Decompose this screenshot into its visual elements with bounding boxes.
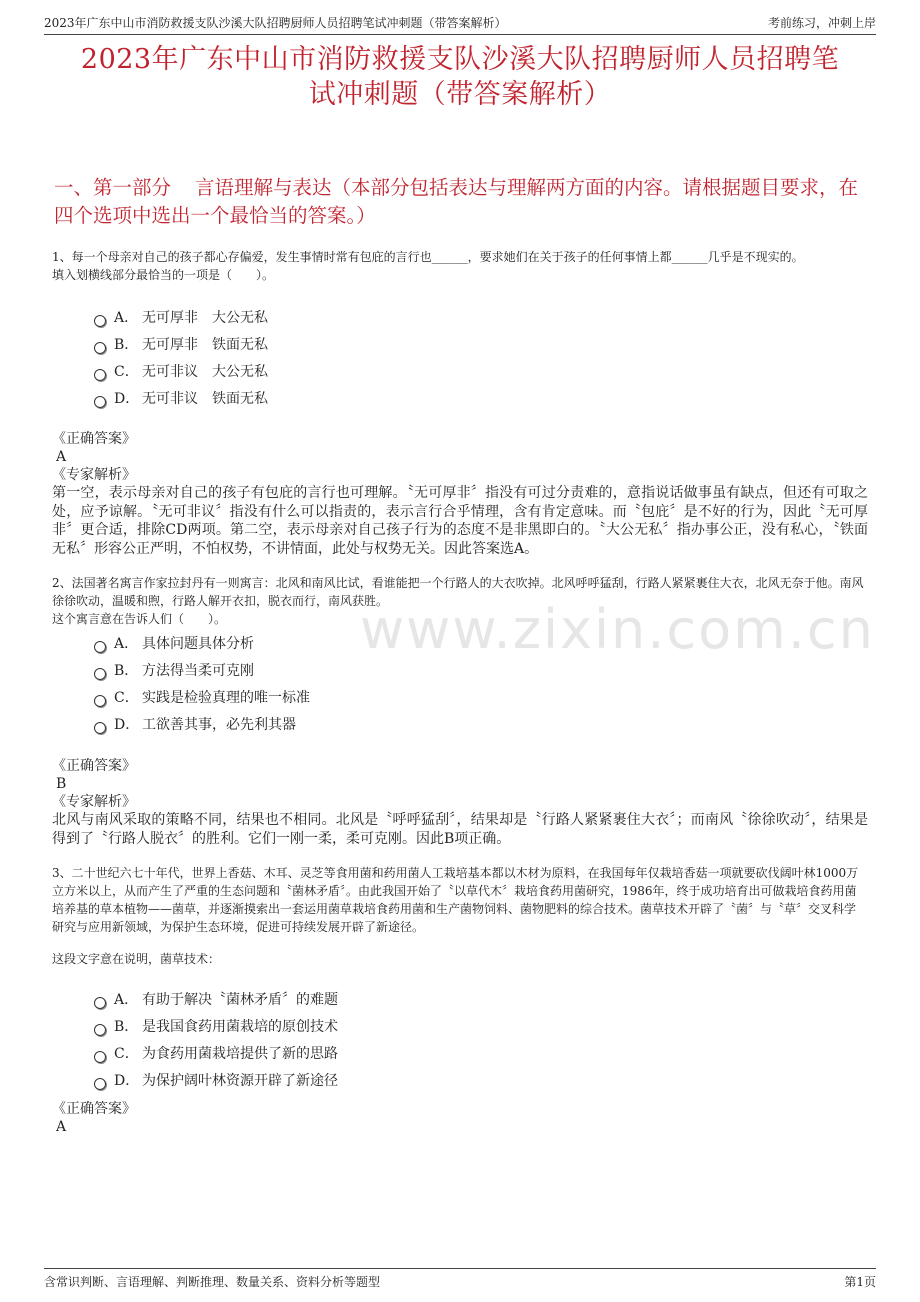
section-heading	[54, 174, 872, 230]
question-1-stem	[52, 248, 864, 284]
answer-value: A	[56, 1119, 67, 1135]
radio-icon[interactable]	[94, 1051, 106, 1063]
footer-topics: 含常识判断、言语理解、判断推理、数量关系、资料分析等题型	[44, 1275, 381, 1289]
radio-icon[interactable]	[94, 1024, 106, 1036]
option-letter: B．	[114, 1018, 139, 1035]
question-stem: 3、二十世纪六七十年代，世界上香菇、木耳、灵芝等食用菌和药用菌人工栽培基本都以木材为原料，在我国每年仅栽培香菇一项就要砍伐阔叶林1000万立方米以上，从而产生了严重的生态问题和〝菌林矛盾〞。由此我国开始了〝以草代木〞栽培食药用菌研究，1986年，终于成功培育出可做栽培食药用菌培养基的草本植物——菌草，并逐渐摸索出一套运用菌草栽培食药用菌和生产菌物饲料、菌物肥料的综合技术。菌草技术开辟了〝菌〞与〝草〞交叉科学研究与应用新领域，为保护生态环境，促进可持续发展开辟了新途径。	[52, 866, 859, 934]
option-letter: D．	[114, 716, 140, 733]
option-d[interactable]	[94, 1067, 338, 1094]
page-number: 第1页	[844, 1275, 876, 1289]
question-3-options	[94, 986, 338, 1094]
header-doc-title: 2023年广东中山市消防救援支队沙溪大队招聘厨师人员招聘笔试冲刺题（带答案解析）	[44, 16, 507, 30]
radio-icon[interactable]	[94, 1078, 106, 1090]
option-c[interactable]	[94, 1040, 338, 1067]
watermark: www.zixin.com.cn	[360, 598, 875, 661]
analysis-text: 北风与南风采取的策略不同，结果也不相同。北风是〝呼呼猛刮〞，结果却是〝行路人紧紧裹住大衣〞；而南风〝徐徐吹动〞，结果是得到了〝行路人脱衣〞的胜利。它们一刚一柔，柔可克刚。因此B项正确。	[52, 812, 868, 847]
radio-icon[interactable]	[94, 695, 106, 707]
option-text: 有助于解决〝菌林矛盾〞的难题	[142, 991, 338, 1008]
option-text: 无可厚非 铁面无私	[142, 336, 268, 353]
answer-value: B	[56, 776, 67, 792]
option-b[interactable]	[94, 1013, 338, 1040]
option-d[interactable]	[94, 711, 310, 738]
option-text: 工欲善其事，必先利其器	[142, 716, 296, 733]
question-stem: 2、法国著名寓言作家拉封丹有一则寓言：北风和南风比试，看谁能把一个行路人的大衣吹掉。北风呼呼猛刮，行路人紧紧裹住大衣，北风无奈于他。南风徐徐吹动，温暖和煦，行路人解开衣扣，脱衣而行，南风获胜。	[52, 576, 864, 608]
header-slogan: 考前练习，冲刺上岸	[767, 16, 876, 30]
option-letter: A．	[114, 309, 139, 326]
page-header	[44, 12, 876, 35]
title-line-1: 2023年广东中山市消防救援支队沙溪大队招聘厨师人员招聘笔	[80, 44, 840, 75]
option-text: 是我国食药用菌栽培的原创技术	[142, 1018, 338, 1035]
option-letter: C．	[114, 363, 139, 380]
question-1-options	[94, 304, 268, 412]
radio-icon[interactable]	[94, 396, 106, 408]
radio-icon[interactable]	[94, 315, 106, 327]
option-letter: A．	[114, 991, 139, 1008]
option-b[interactable]	[94, 657, 310, 684]
title-line-2: 试冲刺题（带答案解析）	[308, 79, 612, 110]
question-2-stem	[52, 574, 864, 628]
question-stem: 1、每一个母亲对自己的孩子都心存偏爱，发生事情时常有包庇的言行也______，要求她们在关于孩子的任何事情上都______几乎是不现实的。	[52, 250, 804, 264]
option-text: 实践是检验真理的唯一标准	[142, 689, 310, 706]
option-letter: D．	[114, 1072, 140, 1089]
radio-icon[interactable]	[94, 668, 106, 680]
radio-icon[interactable]	[94, 641, 106, 653]
option-text: 为食药用菌栽培提供了新的思路	[142, 1045, 338, 1062]
answer-label: 《正确答案》	[52, 1101, 136, 1117]
analysis-label: 《专家解析》	[52, 794, 136, 810]
question-3-answer	[52, 1100, 868, 1136]
option-letter: A．	[114, 635, 139, 652]
radio-icon[interactable]	[94, 997, 106, 1009]
analysis-label: 《专家解析》	[52, 467, 136, 483]
answer-label: 《正确答案》	[52, 431, 136, 447]
question-2-answer	[52, 757, 868, 848]
question-prompt: 填入划横线部分最恰当的一项是（ ）。	[52, 268, 275, 282]
option-text: 为保护阔叶林资源开辟了新途径	[142, 1072, 338, 1089]
option-a[interactable]	[94, 986, 338, 1013]
option-text: 无可非议 铁面无私	[142, 390, 268, 407]
radio-icon[interactable]	[94, 342, 106, 354]
section-description: 言语理解与表达（本部分包括表达与理解两方面的内容。请根据题目要求，在四个选项中选出一个最恰当的答案。）	[54, 176, 859, 227]
option-text: 无可厚非 大公无私	[142, 309, 268, 326]
option-d[interactable]	[94, 385, 268, 412]
analysis-text: 第一空，表示母亲对自己的孩子有包庇的言行也可理解。〝无可厚非〞指没有可过分责难的，意指说话做事虽有缺点，但还有可取之处，应予谅解。〝无可非议〞指没有什么可以指责的，表示言行合乎情理，含有肯定意味。而〝包庇〞是不好的行为，因此〝无可厚非〞更合适，排除CD两项。第二空，表示母亲对自己孩子行为的态度不是非黑即白的。〝大公无私〞指办事公正，没有私心，〝铁面无私〞形容公正严明，不怕权势，不讲情面，此处与权势无关。因此答案选A。	[52, 485, 868, 557]
option-text: 无可非议 大公无私	[142, 363, 268, 380]
option-letter: C．	[114, 689, 139, 706]
answer-value: A	[56, 449, 67, 465]
radio-icon[interactable]	[94, 369, 106, 381]
page-title	[44, 42, 876, 112]
question-prompt: 这段文字意在说明，菌草技术：	[52, 952, 221, 966]
option-letter: C．	[114, 1045, 139, 1062]
option-letter: B．	[114, 336, 139, 353]
question-2-options	[94, 630, 310, 738]
radio-icon[interactable]	[94, 722, 106, 734]
option-a[interactable]	[94, 304, 268, 331]
option-c[interactable]	[94, 684, 310, 711]
question-3-stem	[52, 864, 864, 968]
option-c[interactable]	[94, 358, 268, 385]
page-footer	[44, 1268, 876, 1293]
question-1-answer	[52, 430, 868, 558]
option-a[interactable]	[94, 630, 310, 657]
option-letter: D．	[114, 390, 140, 407]
option-letter: B．	[114, 662, 139, 679]
answer-label: 《正确答案》	[52, 758, 136, 774]
option-text: 具体问题具体分析	[142, 635, 254, 652]
question-prompt: 这个寓言意在告诉人们（ ）。	[52, 612, 227, 626]
option-b[interactable]	[94, 331, 268, 358]
option-text: 方法得当柔可克刚	[142, 662, 254, 679]
section-part: 一、第一部分	[54, 176, 172, 199]
